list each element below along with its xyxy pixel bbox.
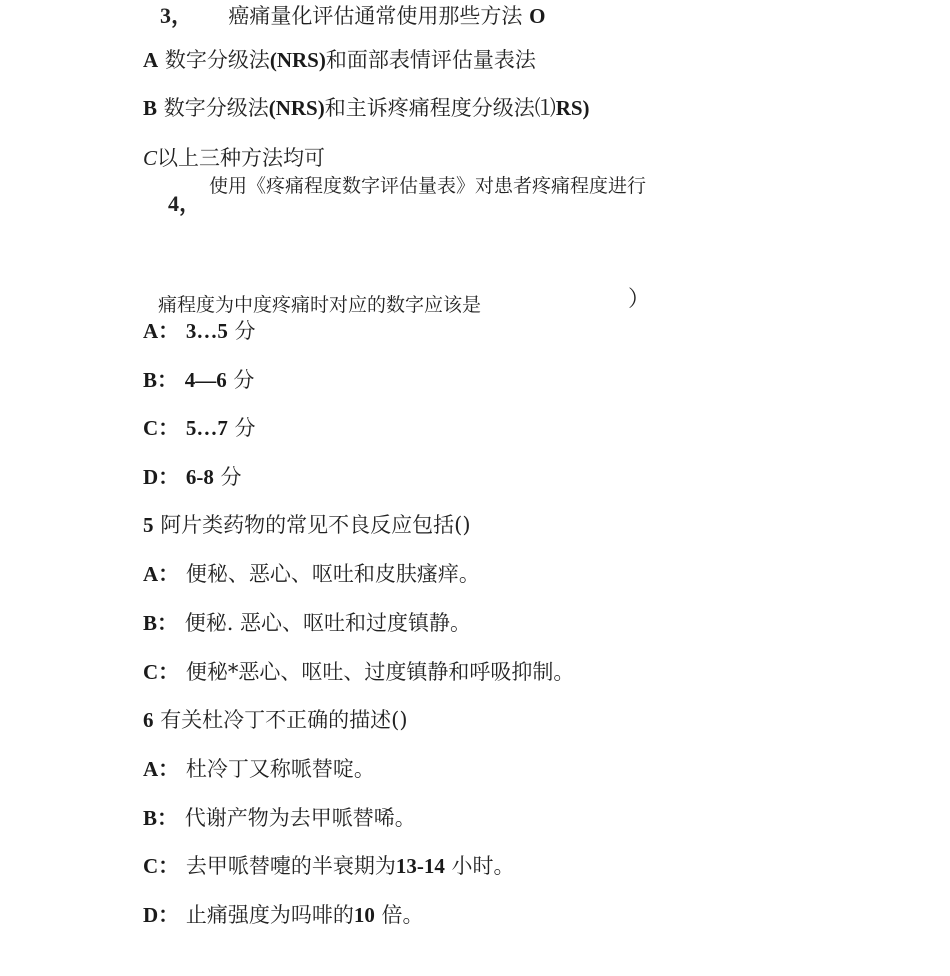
q3-suffix: O <box>529 4 546 28</box>
q3-text: 癌痛量化评估通常使用那些方法 <box>228 4 523 28</box>
option-label: A： <box>143 562 180 586</box>
option-label: C <box>143 146 158 170</box>
q6-number: 6 <box>143 708 154 732</box>
option-text: 和主诉疼痛程度分级法⑴ <box>324 96 556 120</box>
option-value: 6-8 <box>185 465 214 489</box>
option-label: D： <box>143 903 180 927</box>
option-unit: 分 <box>234 319 256 343</box>
option-text: 数字分级法 <box>157 96 269 120</box>
q4-paren: ） <box>628 287 651 312</box>
option-bold: (NRS) <box>268 96 325 120</box>
option-label: D： <box>143 465 180 489</box>
option-unit: 分 <box>234 416 256 440</box>
option-bold: RS) <box>555 96 590 120</box>
option-label: A： <box>143 757 180 781</box>
option-unit: 分 <box>220 465 242 489</box>
option-text: 便秘. 恶心、呕吐和过度镇静。 <box>184 611 472 635</box>
option-text: 杜冷丁又称哌替啶。 <box>185 757 375 781</box>
option-text: 小时。 <box>451 854 515 878</box>
option-text: 便秘、恶心、呕吐和皮肤瘙痒。 <box>185 562 480 586</box>
option-bold: 10 <box>353 903 375 927</box>
option-label: B <box>143 96 158 120</box>
q3-number: 3， <box>160 3 194 28</box>
q6-option-d <box>143 901 424 929</box>
q3-option-a <box>143 46 536 74</box>
q4-option-a <box>143 317 256 345</box>
option-text: 止痛强度为吗啡的 <box>185 903 354 927</box>
option-value: 4—6 <box>184 368 227 392</box>
option-bold: (NRS) <box>269 48 326 72</box>
q4-option-b <box>143 366 254 394</box>
option-text: 以上三种方法均可 <box>157 146 326 170</box>
option-label: C： <box>143 660 180 684</box>
q5-option-c <box>143 658 574 686</box>
q6-option-b <box>143 804 416 832</box>
option-text: 便秘*恶心、呕吐、过度镇静和呼吸抑制。 <box>185 660 575 684</box>
option-text: 数字分级法 <box>158 48 270 72</box>
q4-option-c <box>143 414 256 442</box>
q6-option-c <box>143 852 515 880</box>
option-label: B： <box>143 368 179 392</box>
q3-option-c <box>143 144 325 172</box>
q3-option-b <box>143 94 590 122</box>
q5-heading <box>143 511 471 539</box>
q4-number: 4， <box>168 191 202 216</box>
q5-option-b <box>143 609 471 637</box>
q3-heading <box>160 2 545 30</box>
option-value: 5…7 <box>185 416 228 440</box>
q4-option-d <box>143 463 242 491</box>
option-label: B： <box>143 611 179 635</box>
option-text: 倍。 <box>381 903 424 927</box>
q6-text: 有关杜冷丁不正确的描述() <box>160 708 408 732</box>
option-label: A： <box>143 319 180 343</box>
option-label: A <box>143 48 159 72</box>
option-label: B： <box>143 806 179 830</box>
q5-option-a <box>143 560 480 588</box>
q5-number: 5 <box>143 513 154 537</box>
q4-text-line2: 痛程度为中度疼痛时对应的数字应该是 <box>158 294 482 316</box>
option-text: 去甲哌替嚏的半衰期为 <box>185 854 396 878</box>
q6-heading <box>143 706 408 734</box>
option-label: C： <box>143 416 180 440</box>
q5-text: 阿片类药物的常见不良反应包括() <box>160 513 471 537</box>
q4-text-line1: 使用《疼痛程度数字评估量表》对患者疼痛程度进行 <box>209 175 647 197</box>
option-text: 和面部表情评估量表法 <box>325 48 536 72</box>
option-text: 代谢产物为去甲哌替唏。 <box>184 806 416 830</box>
q6-option-a <box>143 755 375 783</box>
option-label: C： <box>143 854 180 878</box>
option-unit: 分 <box>233 368 255 392</box>
option-bold: 13-14 <box>395 854 445 878</box>
option-value: 3…5 <box>185 319 228 343</box>
